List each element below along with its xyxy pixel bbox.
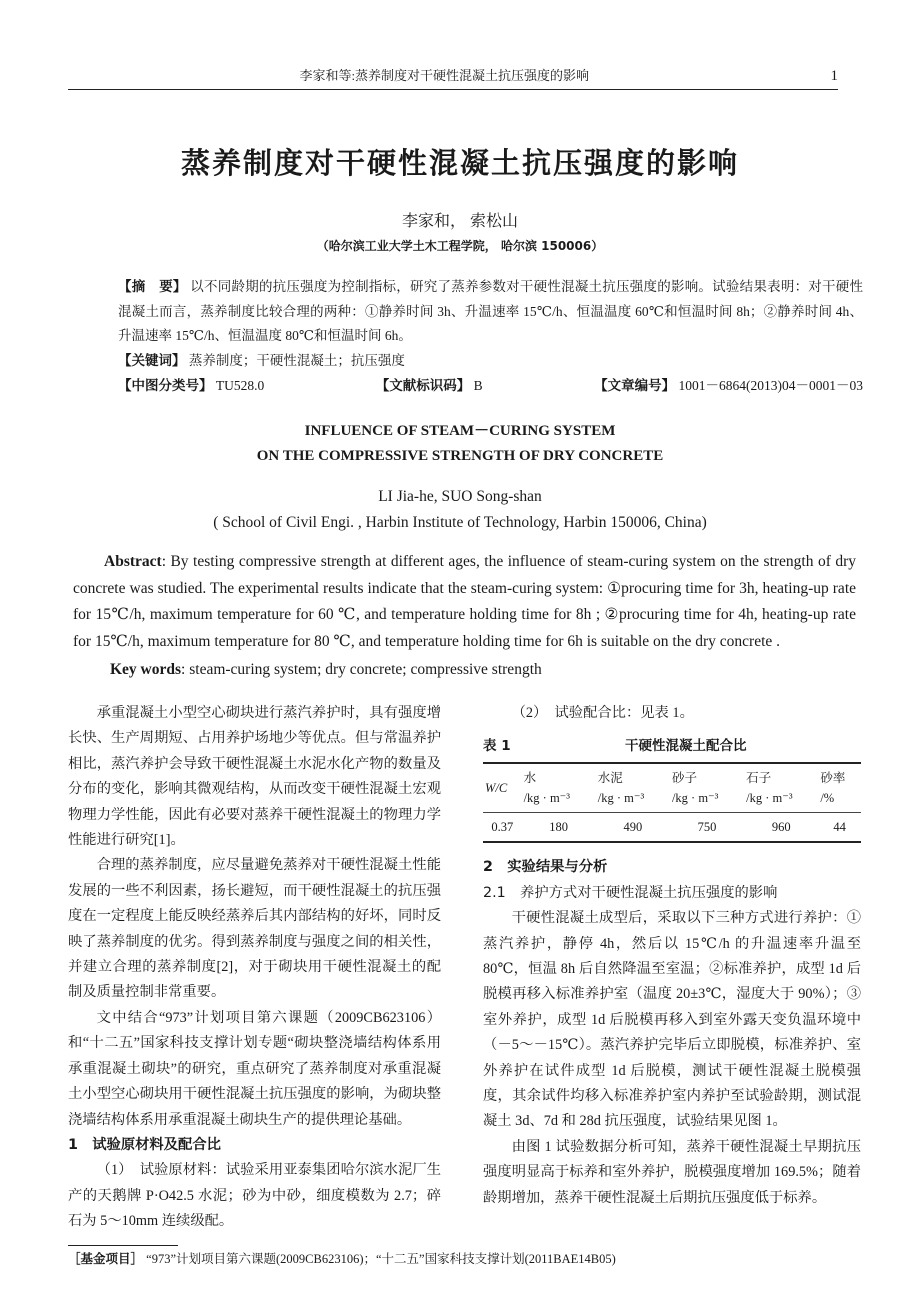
affiliation: （哈尔滨工业大学土木工程学院， 哈尔滨 150006） — [316, 239, 604, 253]
english-keywords-text: : steam-curing system; dry concrete; compressive strength — [181, 661, 542, 678]
paragraph: 干硬性混凝土成型后，采取以下三种方式进行养护：①蒸汽养护，静停 4h，然后以 15℃/h 的升温速率升温至 80℃，恒温 8h 后自然降温至室温；②标准养护，成型 1d 后脱模再移入标准养护室（温度 20±3℃，湿度大于 90%）；③室外养护，成型 1d 后脱模再移入到室外露天变负温环境中（－5～－15℃）。蒸汽养护完毕后立即脱模，标准养护、室外养护在试件成型 1d 后脱模，测试干硬性混凝土脱模强度，其余试件均移入标准养护室内养护至试验龄期，测试混凝土 3d、7d 和 28d 抗压强度，试验结果见图 1。 — [483, 910, 861, 1130]
table-cell: 490 — [623, 820, 643, 835]
running-header — [68, 62, 838, 90]
table-row — [483, 813, 861, 843]
paragraph: 合理的蒸养制度，应尽量避免蒸养对干硬性混凝土性能发展的一些不利因素，扬长避短，而干硬性混凝土的抗压强度在一定程度上能反映经蒸养后其内部结构的好坏，同时反映了蒸养制度的优劣。得到蒸养制度与强度之间的相关性，并建立合理的蒸养制度[2]，对于砌块用干硬性混凝土的配制及质量控制非常重要。 — [68, 857, 441, 1001]
table-caption — [483, 736, 861, 756]
paragraph: （2） 试验配合比：见表 1。 — [511, 705, 694, 721]
doc-code: B — [473, 378, 483, 393]
table-header: W/C — [485, 781, 508, 796]
footnote-divider — [68, 1245, 178, 1246]
subsection-heading: 2.1 养护方式对干硬性混凝土抗压强度的影响 — [483, 884, 778, 901]
paper-title: 蒸养制度对干硬性混凝土抗压强度的影响 — [180, 146, 739, 180]
table-cell: 44 — [833, 820, 846, 835]
english-keywords — [110, 657, 856, 683]
mix-proportion-table — [483, 762, 861, 843]
english-title — [0, 419, 920, 469]
table-title: 干硬性混凝土配合比 — [625, 738, 747, 755]
table-cell: 960 — [771, 820, 791, 835]
abstract-text: 以不同龄期的抗压强度为控制指标，研究了蒸养参数对干硬性混凝土抗压强度的影响。试验结果表明：对干硬性混凝土而言，蒸养制度比较合理的两种：①静养时间 3h、升温速率 15℃/h、恒温温度 60℃和恒温时间 8h；②静养时间 4h、升温速率 15℃/h、恒温温度 80℃和恒温时间 6h。 — [118, 279, 864, 343]
chinese-abstract — [118, 275, 863, 373]
english-title-line: ON THE COMPRESSIVE STRENGTH OF DRY CONCRETE — [256, 448, 664, 464]
english-abstract-text: : By testing compressive strength at different ages, the influence of steam-curing system on the strength of dry concrete was studied. The experimental results indicate that the steam-curing system: ①procuring time for 3h, heating-up rate for 15℃/h, maximum temperature for 60 ℃, and temperature holding time for 8h ; ②procuring time for 4h, heating-up rate for 15℃/h, maximum temperature for 80 ℃, and temperature holding time for 6h is suitable on the dry concrete . — [73, 553, 856, 650]
english-abstract-label: Abstract — [104, 553, 162, 570]
english-authors: LI Jia-he, SUO Song-shan — [378, 488, 542, 505]
footnote — [68, 1250, 880, 1268]
table-header: 水 /kg · m⁻³ — [523, 771, 571, 806]
footnote-label: ［基金项目］ — [68, 1250, 144, 1266]
keywords: 蒸养制度；干硬性混凝土；抗压强度 — [188, 352, 405, 368]
table-cell: 180 — [549, 820, 569, 835]
footnote-text: “973”计划项目第六课题(2009CB623106)；“十二五”国家科技支撑计划(2011BAE14B05) — [146, 1251, 616, 1266]
classification-row — [118, 375, 863, 397]
article-id-label: 【文章编号】 — [594, 378, 676, 394]
clc-label: 【中图分类号】 — [118, 378, 213, 394]
body-columns — [68, 701, 861, 1235]
table-header: 石子 /kg · m⁻³ — [746, 771, 793, 806]
english-title-line: INFLUENCE OF STEAM－CURING SYSTEM — [304, 423, 616, 439]
table-cell: 0.37 — [491, 820, 514, 835]
right-column — [483, 701, 861, 1211]
table-header: 砂子 /kg · m⁻³ — [671, 771, 719, 806]
english-keywords-label: Key words — [110, 661, 182, 678]
english-abstract — [73, 549, 856, 655]
running-title: 李家和等:蒸养制度对干硬性混凝土抗压强度的影响 — [299, 67, 590, 83]
doc-code-label: 【文献标识码】 — [375, 378, 471, 394]
paragraph: 由图 1 试验数据分析可知，蒸养干硬性混凝土早期抗压强度明显高于标养和室外养护，脱模强度增加 169.5%；随着龄期增加，蒸养干硬性混凝土后期抗压强度低于标养。 — [483, 1138, 861, 1206]
keywords-label: 【关键词】 — [118, 352, 186, 369]
abstract-label: 【摘 要】 — [118, 279, 187, 295]
page-number: 1 — [830, 67, 838, 84]
table-label: 表 1 — [483, 738, 511, 755]
section-heading: 1 试验原材料及配合比 — [68, 1136, 221, 1153]
article-id: 1001－6864(2013)04－0001－03 — [678, 378, 863, 393]
paragraph: 承重混凝土小型空心砌块进行蒸汽养护时，具有强度增长快、生产周期短、占用养护场地少等优点。但与常温养护相比，蒸汽养护会导致干硬性混凝土水泥水化产物的数量及分布的变化，影响其微观结构，从而改变干硬性混凝土宏观物理力学性能，因此有必要对蒸养干硬性混凝土的物理力学性能进行研究[1]。 — [68, 705, 441, 849]
paragraph: 文中结合“973”计划项目第六课题（2009CB623106）和“十二五”国家科技支撑计划专题“砌块整浇墙结构体系用承重混凝土砌块”的研究，重点研究了蒸养制度对承重混凝土小型空心砌块用干硬性混凝土抗压强度的影响，为砌块整浇墙结构体系用承重混凝土砌块生产的提供理论基础。 — [68, 1009, 441, 1128]
table-header: 砂率 /% — [820, 771, 846, 806]
table-header: 水泥 /kg · m⁻³ — [597, 771, 645, 806]
authors: 李家和， 索松山 — [401, 213, 518, 230]
english-affiliation: ( School of Civil Engi. , Harbin Institute of Technology, Harbin 150006, China) — [213, 514, 707, 531]
clc: TU528.0 — [215, 378, 265, 393]
table-cell: 750 — [697, 820, 717, 835]
section-heading: 2 实验结果与分析 — [483, 859, 608, 876]
left-column — [68, 701, 441, 1235]
paragraph: （1） 试验原材料：试验采用亚泰集团哈尔滨水泥厂生产的天鹅牌 P·O42.5 水泥；砂为中砂，细度模数为 2.7；碎石为 5～10mm 连续级配。 — [68, 1162, 441, 1230]
